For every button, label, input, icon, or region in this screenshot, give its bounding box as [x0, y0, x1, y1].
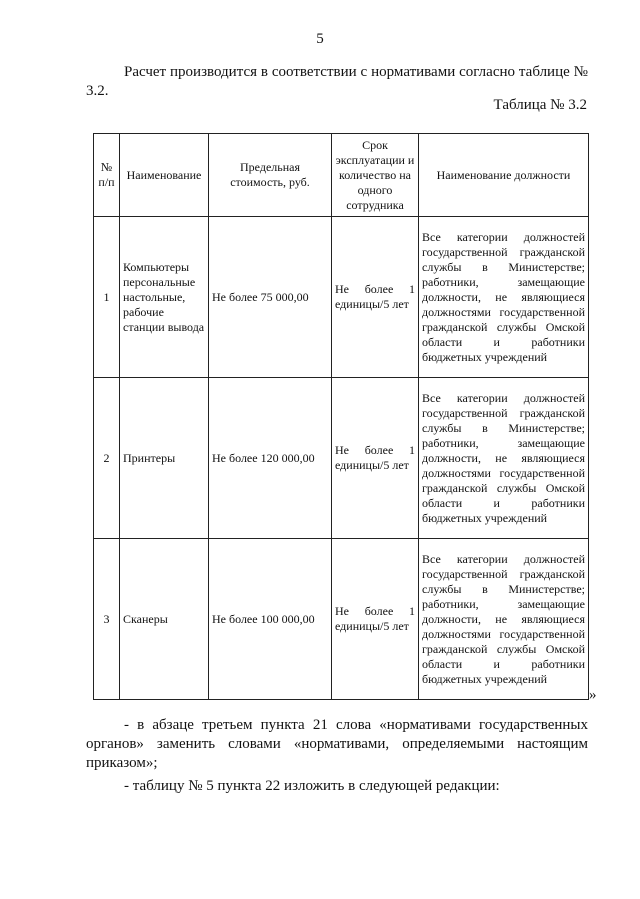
header-term: Срок эксплуатации и количество на одного сотрудника	[332, 134, 419, 217]
row-term	[332, 378, 419, 539]
header-price: Предельная стоимость, руб.	[209, 134, 332, 217]
table-row	[94, 539, 589, 700]
row-price: Не более 100 000,00	[209, 539, 332, 700]
amendment-paragraph: - в абзаце третьем пункта 21 слова «нормативами государственных органов» заменить словами «нормативами, определяемыми настоящим приказом»;	[86, 717, 588, 771]
row-term-line1: Не более 1	[335, 282, 415, 296]
row-number: 2	[94, 378, 120, 539]
row-name: Принтеры	[120, 378, 209, 539]
row-number: 3	[94, 539, 120, 700]
page-number: 5	[316, 31, 324, 47]
header-positions: Наименование должности	[419, 134, 589, 217]
row-positions: Все категории должностей государственной гражданской службы в Министерстве; работники, замещающие должности, не являющиеся должностями государственной гражданской службы Омской области и работники бюджетных учреждений	[419, 378, 589, 539]
row-term	[332, 539, 419, 700]
table-caption: Таблица № 3.2	[493, 97, 587, 113]
row-term-line1: Не более 1	[335, 443, 415, 457]
amendment-paragraph: - таблицу № 5 пункта 22 изложить в следующей редакции:	[124, 778, 500, 794]
table-row	[94, 378, 589, 539]
row-positions: Все категории должностей государственной гражданской службы в Министерстве; работники, замещающие должности, не являющиеся должностями государственной гражданской службы Омской области и работники бюджетных учреждений	[419, 539, 589, 700]
row-name: Компьютеры персональные настольные, рабочие станции вывода	[120, 217, 209, 378]
row-price: Не более 120 000,00	[209, 378, 332, 539]
row-number: 1	[94, 217, 120, 378]
row-term-line2: единицы/5 лет	[335, 458, 409, 472]
row-price: Не более 75 000,00	[209, 217, 332, 378]
norms-table	[93, 133, 589, 700]
row-term	[332, 217, 419, 378]
row-positions: Все категории должностей государственной гражданской службы в Министерстве; работники, замещающие должности, не являющиеся должностями государственной гражданской службы Омской области и работники бюджетных учреждений	[419, 217, 589, 378]
table-header-row	[94, 134, 589, 217]
intro-paragraph: Расчет производится в соответствии с нормативами согласно таблице № 3.2.	[86, 64, 588, 99]
row-name: Сканеры	[120, 539, 209, 700]
header-name: Наименование	[120, 134, 209, 217]
closing-quote: »	[589, 687, 597, 703]
row-term-line2: единицы/5 лет	[335, 297, 409, 311]
header-num: № п/п	[94, 134, 120, 217]
table-row	[94, 217, 589, 378]
row-term-line2: единицы/5 лет	[335, 619, 409, 633]
row-term-line1: Не более 1	[335, 604, 415, 618]
